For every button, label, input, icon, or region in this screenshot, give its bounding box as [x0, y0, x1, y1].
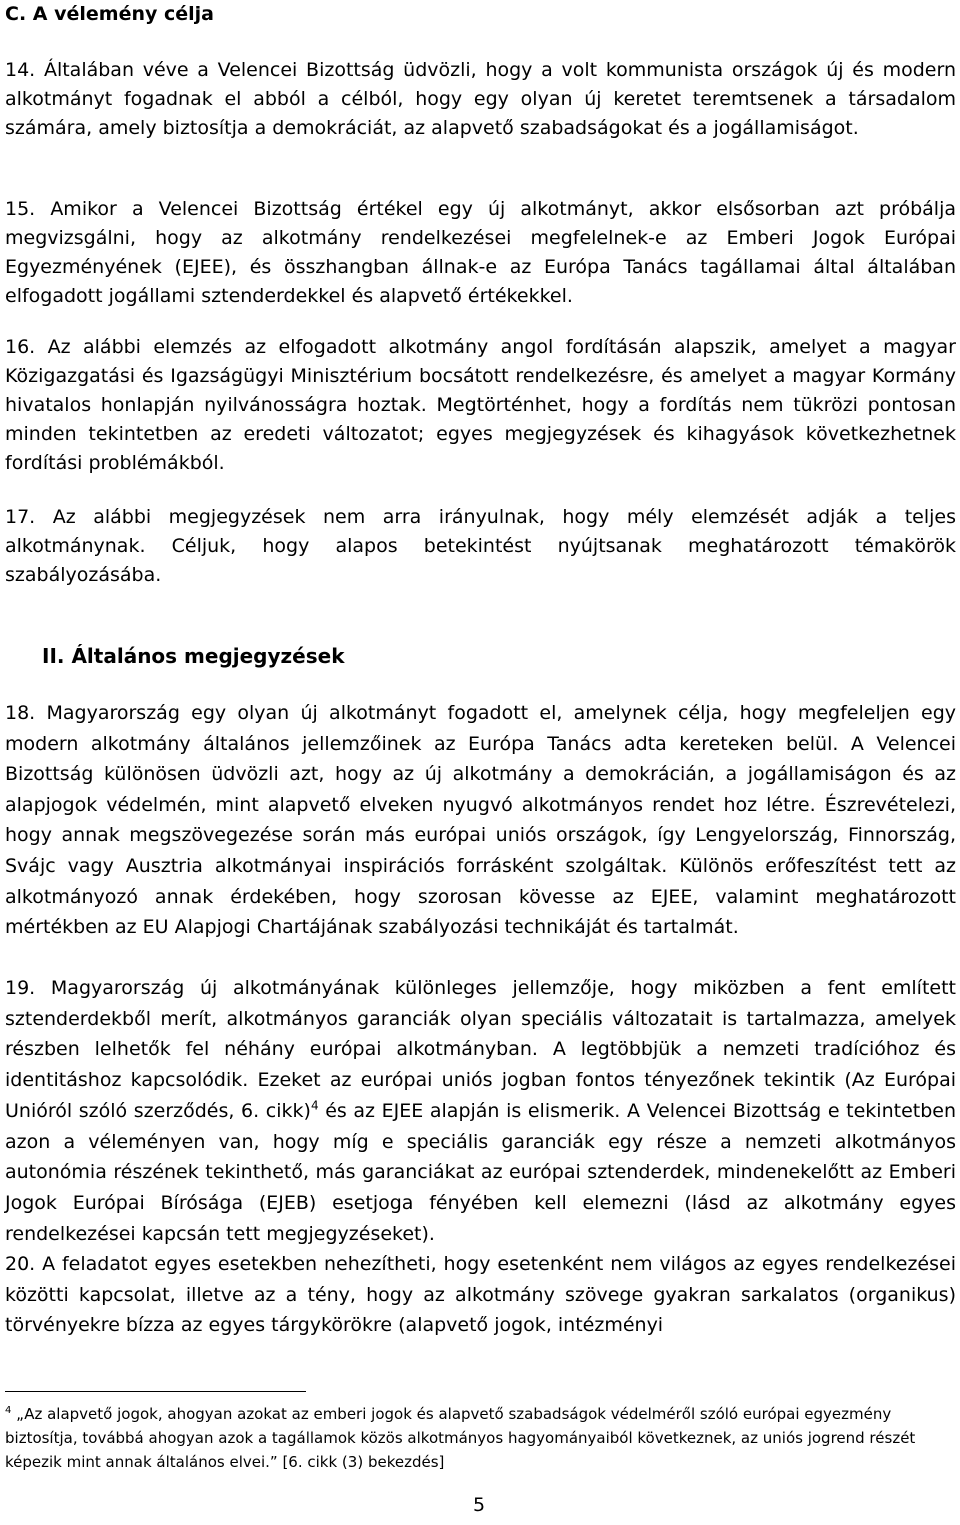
paragraph-number: 14.: [5, 59, 36, 81]
footnote-text: „Az alapvető jogok, ahogyan azokat az emberi jogok és alapvető szabadságok védelméről szóló európai egyezmény biztosítja, továbbá ahogyan azok a tagállamok közös alkotmányos hagyományaiból következnek, az uniós jogrend részét képezik mint annak általános elvei.” [6. cikk (3) bekezdés]: [5, 1405, 916, 1471]
footnote-mark: 4: [5, 1405, 12, 1416]
paragraph-15: [5, 195, 956, 311]
paragraph-14: [5, 56, 956, 143]
paragraph-number: 15.: [5, 198, 36, 220]
section-heading-c: C. A vélemény célja: [5, 3, 214, 25]
footnote: [5, 1402, 956, 1474]
paragraph-number: 20.: [5, 1253, 36, 1275]
section-roman-numeral: II.: [42, 644, 65, 668]
paragraph-16: [5, 333, 956, 478]
paragraph-number: 17.: [5, 506, 36, 528]
paragraph-17: [5, 503, 956, 590]
paragraph-text: A feladatot egyes esetekben nehezítheti, hogy esetenként nem világos az egyes rendelkezései közötti kapcsolat, illetve az a tény, hogy az alkotmány szövege gyakran sarkalatos (organikus) törvényekre bízza az egyes tárgykörökre (alapvető jogok, intézményi: [5, 1253, 956, 1337]
paragraph-text: Az alábbi elemzés az elfogadott alkotmány angol fordításán alapszik, amelyet a magyar Közigazgatási és Igazságügyi Minisztérium bocsátott rendelkezésre, és amelyet a magyar Kormány hivatalos honlapján nyilvánosságra hoztak. Megtörténhet, hogy a fordítás nem tükrözi pontosan minden tekintetben az eredeti változatot; egyes megjegyzések és kihagyások következhetnek fordítási problémákból.: [5, 336, 956, 474]
paragraph-number: 18.: [5, 702, 36, 724]
paragraph-text-before: Magyarország új alkotmányának különleges jellemzője, hogy miközben a fent említett sztenderdekből merít, alkotmányos garanciák olyan speciális változatait is tartalmazza, amelyek részben lelhetők fel néhány európai alkotmányban. A legtöbbjük a nemzeti tradícióhoz és identitáshoz kapcsolódik. Ezeket az európai uniós jogban fontos tényezőnek tekintik (Az Európai Unióról szóló szerződés, 6. cikk): [5, 977, 956, 1122]
paragraph-number: 19.: [5, 977, 36, 999]
paragraph-20: [5, 1249, 956, 1341]
paragraph-text: Általában véve a Velencei Bizottság üdvözli, hogy a volt kommunista országok új és modern alkotmányt fogadnak el abból a célból, hogy egy olyan új keretet teremtsenek a társadalom számára, amely biztosítja a demokráciát, az alapvető szabadságokat és a jogállamiságot.: [5, 59, 956, 139]
paragraph-18: [5, 698, 956, 943]
paragraph-number: 16.: [5, 336, 36, 358]
section-heading-ii: [42, 641, 345, 671]
paragraph-text: Magyarország egy olyan új alkotmányt fogadott el, amelynek célja, hogy megfeleljen egy modern alkotmány általános jellemzőinek az Európa Tanács adta kereteken belül. A Velencei Bizottság különösen üdvözli azt, hogy az új alkotmány a demokrácián, a jogállamiságon és az alapjogok védelmén, mint alapvető elveken nyugvó alkotmányos rendet hoz létre. Észrevételezi, hogy annak megszövegezése során más európai uniós országok, így Lengyelország, Finnország, Svájc vagy Ausztria alkotmányai inspirációs forrásként szolgáltak. Különös erőfeszítést tett az alkotmányozó annak érdekében, hogy szorosan kövesse az EJEE, valamint meghatározott mértékben az EU Alapjogi Chartájának szabályozási technikáját és tartalmát.: [5, 702, 957, 939]
section-title-text: Általános megjegyzések: [71, 644, 345, 668]
paragraph-text-after: és az EJEE alapján is elismerik. A Velencei Bizottság e tekintetben azon a véleményen van, hogy míg e speciális garanciák egy része a nemzeti alkotmányos autonómia részének tekinthető, más garanciákat az európai sztenderdek, mindenekelőtt az Emberi Jogok Európai Bírósága (EJEB) esetjoga fényében kell elemezni (lásd az alkotmány egyes rendelkezései kapcsán tett megjegyzéseket).: [5, 1099, 957, 1245]
paragraph-text: Az alábbi megjegyzések nem arra irányulnak, hogy mély elemzését adják a teljes alkotmánynak. Céljuk, hogy alapos betekintést nyújtsanak meghatározott témakörök szabályozásába.: [5, 506, 957, 586]
paragraph-19: [5, 973, 956, 1249]
footnote-reference[interactable]: 4: [310, 1098, 319, 1113]
footnote-separator: [5, 1391, 306, 1392]
paragraph-text: Amikor a Velencei Bizottság értékel egy új alkotmányt, akkor elsősorban azt próbálja megvizsgálni, hogy az alkotmány rendelkezései megfelelnek-e az Emberi Jogok Európai Egyezményének (EJEE), és összhangban állnak-e az Európa Tanács tagállamai által általában elfogadott jogállami sztenderdekkel és alapvető értékekkel.: [5, 198, 957, 307]
page-number: 5: [473, 1494, 486, 1516]
